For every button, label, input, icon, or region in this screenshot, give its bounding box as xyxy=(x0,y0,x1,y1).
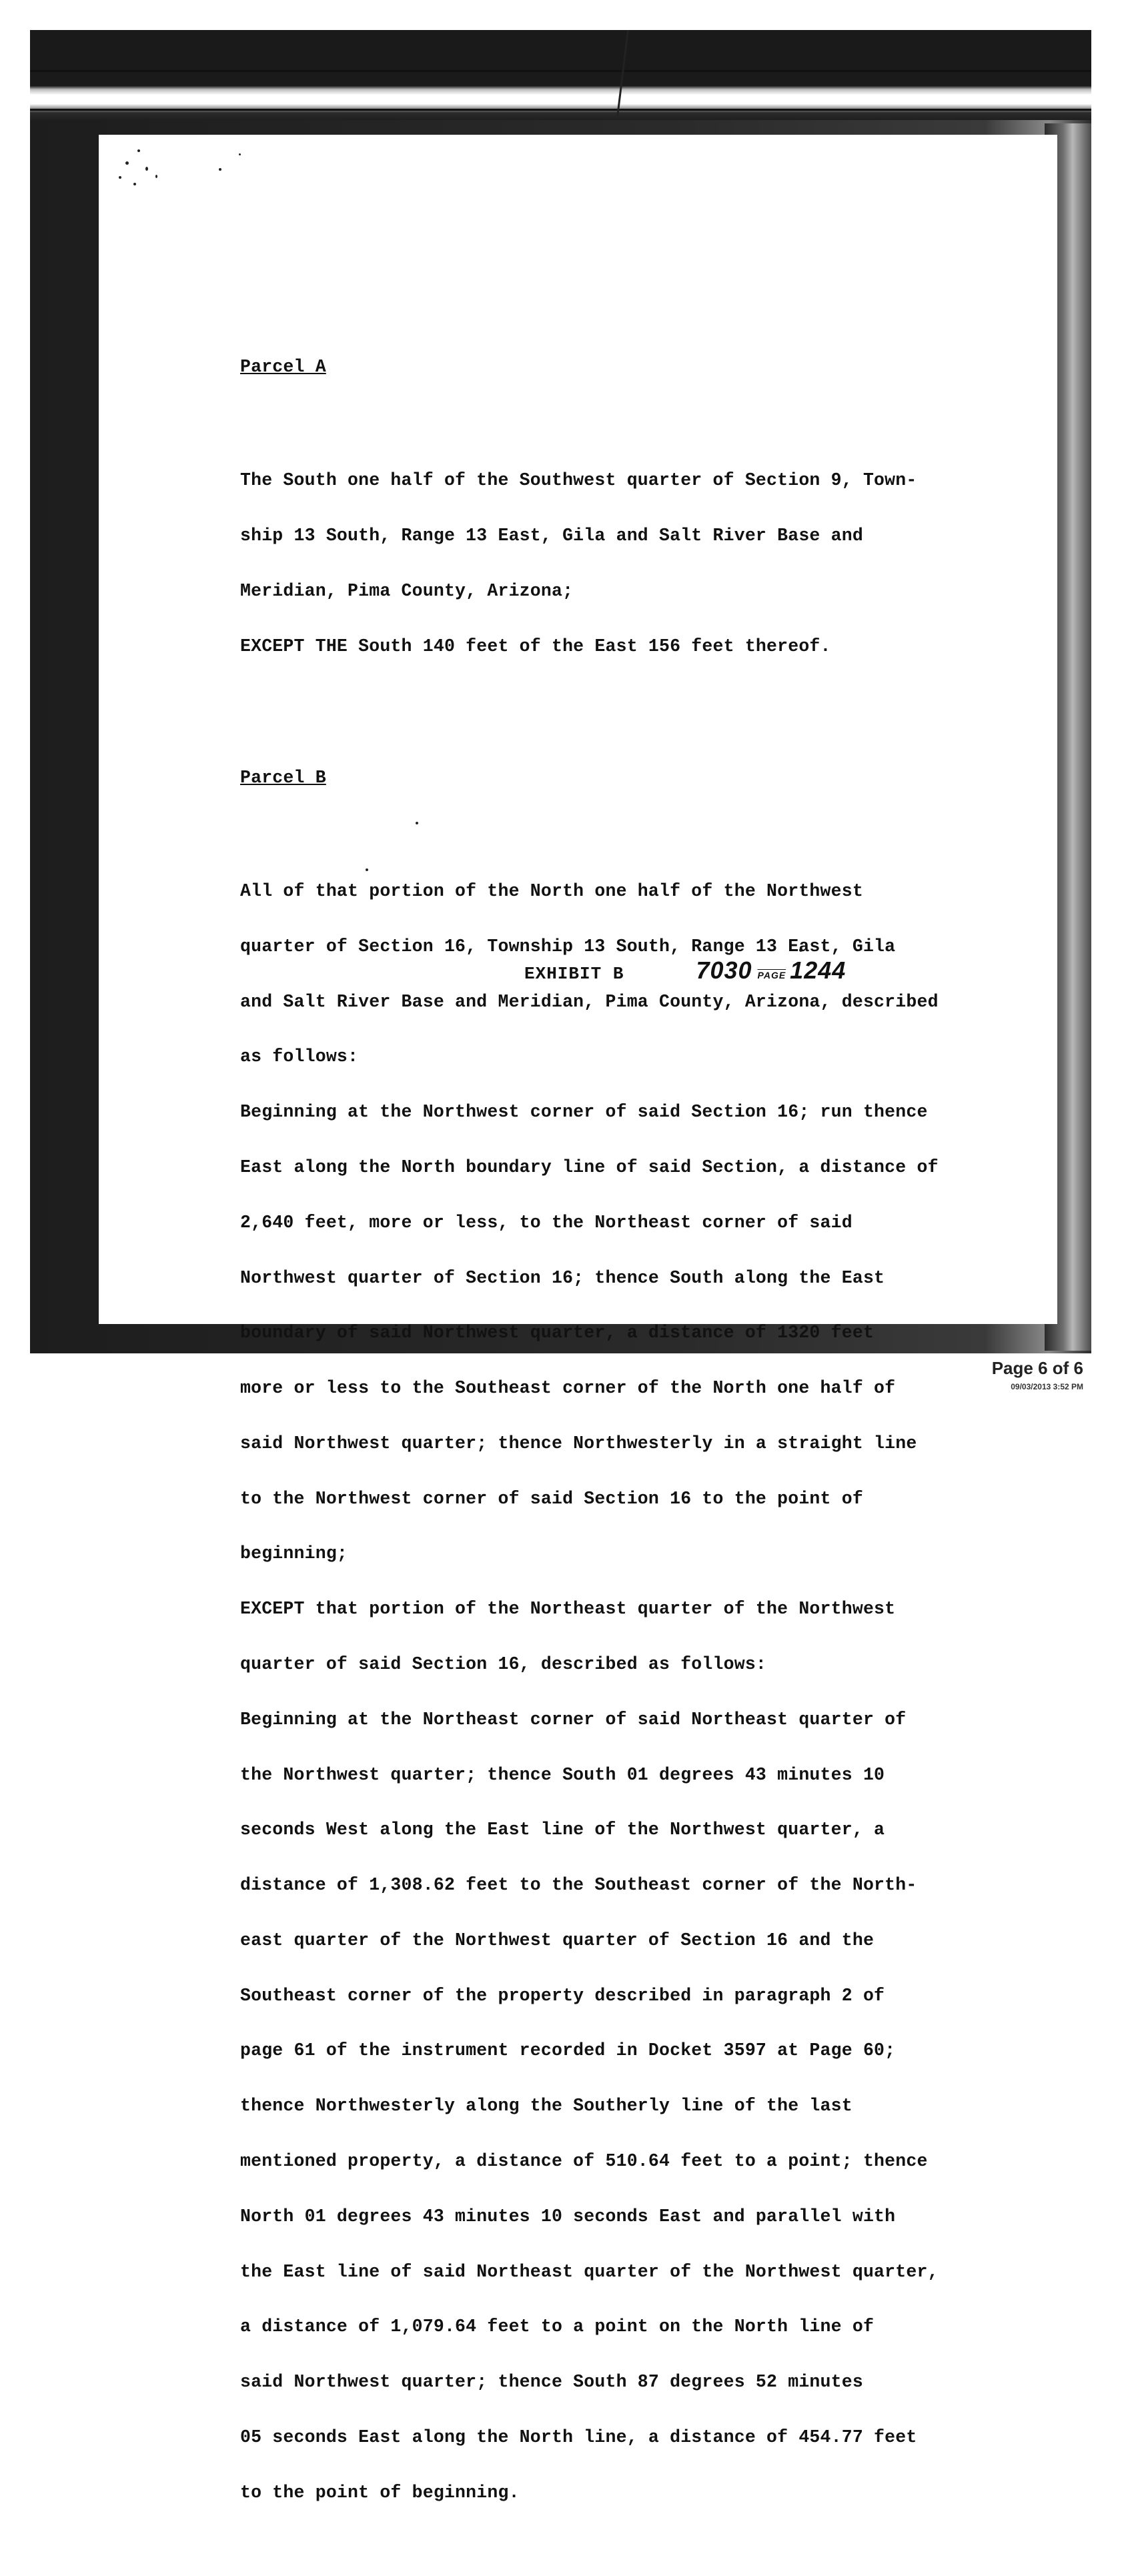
text-line: Beginning at the Northeast corner of said Northeast quarter of xyxy=(240,1709,907,1730)
text-line: All of that portion of the North one half of the Northwest xyxy=(240,881,863,902)
text-line: 05 seconds East along the North line, a distance of 454.77 feet xyxy=(240,2427,917,2447)
legal-description xyxy=(240,321,1041,2576)
stamp-book-number: 7030 xyxy=(696,956,752,984)
text-line: east quarter of the Northwest quarter of Section 16 and the xyxy=(240,1930,875,1950)
scan-speck xyxy=(155,175,157,178)
text-line: East along the North boundary line of said Section, a distance of xyxy=(240,1157,939,1177)
scan-speck xyxy=(219,168,221,171)
scan-artifact-line xyxy=(30,70,1091,72)
text-line: EXCEPT that portion of the Northeast quarter of the Northwest xyxy=(240,1599,896,1620)
parcel-b-heading: Parcel B xyxy=(240,768,326,788)
text-line: North 01 degrees 43 minutes 10 seconds East and parallel with xyxy=(240,2206,896,2226)
text-line: Meridian, Pima County, Arizona; xyxy=(240,580,574,601)
stamp-page-number: 1244 xyxy=(790,956,846,984)
text-line: distance of 1,308.62 feet to the Southeast corner of the North- xyxy=(240,1875,917,1896)
scan-speck xyxy=(125,161,129,165)
text-line: 2,640 feet, more or less, to the Northeast corner of said xyxy=(240,1212,853,1233)
exhibit-label: EXHIBIT B xyxy=(524,964,624,984)
text-line: more or less to the Southeast corner of the North one half of xyxy=(240,1378,896,1399)
text-line: as follows: xyxy=(240,1047,359,1067)
text-line: seconds West along the East line of the Northwest quarter, a xyxy=(240,1820,885,1840)
stamp-page-word: PAGE xyxy=(757,970,786,981)
parcel-a-description xyxy=(240,435,1041,692)
text-line: the Northwest quarter; thence South 01 degrees 43 minutes 10 xyxy=(240,1764,885,1785)
text-line: boundary of said Northwest quarter, a distance of 1320 feet xyxy=(240,1323,875,1343)
recording-stamp xyxy=(696,956,846,985)
parcel-a-heading: Parcel A xyxy=(240,357,326,378)
text-line: a distance of 1,079.64 feet to a point on the North line of xyxy=(240,2317,875,2337)
text-line: page 61 of the instrument recorded in Docket 3597 at Page 60; xyxy=(240,2040,896,2061)
text-line: The South one half of the Southwest quarter of Section 9, Town- xyxy=(240,470,917,491)
text-line: thence Northwesterly along the Southerly line of the last xyxy=(240,2096,853,2116)
scan-artifact-slash xyxy=(616,30,629,116)
text-line: to the point of beginning. xyxy=(240,2482,520,2503)
text-line: Southeast corner of the property described in paragraph 2 of xyxy=(240,1985,885,2006)
scan-speck xyxy=(239,153,241,155)
text-line: beginning; xyxy=(240,1543,348,1564)
parcel-b-description xyxy=(240,846,1041,2539)
text-line: the East line of said Northeast quarter of the Northwest quarter, xyxy=(240,2261,939,2282)
exhibit-footer xyxy=(524,956,846,985)
text-line: quarter of said Section 16, described as follows: xyxy=(240,1654,767,1674)
scan-speck xyxy=(145,167,148,171)
text-line: and Salt River Base and Meridian, Pima County, Arizona, described xyxy=(240,991,939,1012)
text-line: mentioned property, a distance of 510.64 feet to a point; thence xyxy=(240,2151,928,2171)
text-line: EXCEPT THE South 140 feet of the East 156 feet thereof. xyxy=(240,636,831,656)
scan-artifact-line xyxy=(30,109,1091,111)
scan-speck xyxy=(119,176,121,179)
scan-speck xyxy=(133,183,136,185)
text-line: ship 13 South, Range 13 East, Gila and Salt River Base and xyxy=(240,525,863,546)
text-line: Beginning at the Northwest corner of said Section 16; run thence xyxy=(240,1102,928,1123)
text-line: to the Northwest corner of said Section 16 to the point of xyxy=(240,1488,863,1509)
text-line: said Northwest quarter; thence Northwesterly in a straight line xyxy=(240,1433,917,1453)
scan-top-edge xyxy=(30,30,1091,120)
text-line: quarter of Section 16, Township 13 South, Range 13 East, Gila xyxy=(240,936,896,956)
text-line: Northwest quarter of Section 16; thence South along the East xyxy=(240,1267,885,1288)
scan-speck xyxy=(137,149,140,152)
print-timestamp: 09/03/2013 3:52 PM xyxy=(1011,1382,1083,1391)
page-indicator: Page 6 of 6 xyxy=(991,1358,1083,1378)
text-line: said Northwest quarter; thence South 87 degrees 52 minutes xyxy=(240,2372,863,2393)
